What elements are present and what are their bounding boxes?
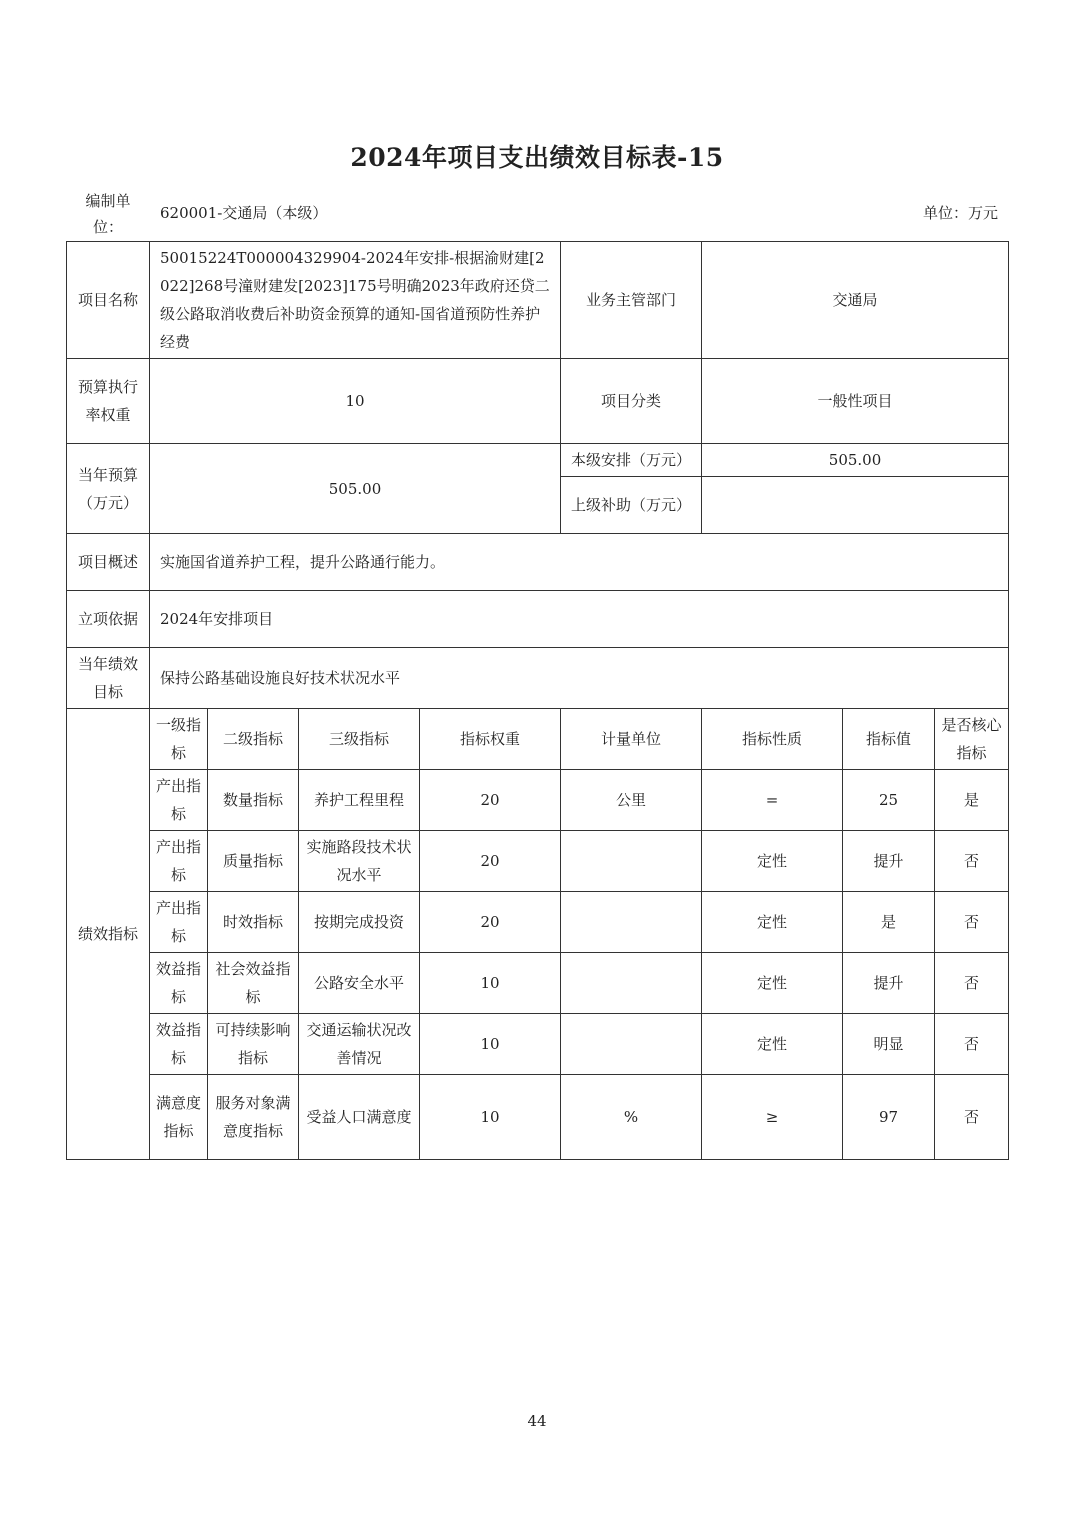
level1-cell: 效益指标 (150, 1014, 208, 1075)
level2-cell: 可持续影响指标 (208, 1014, 299, 1075)
table-row (67, 892, 1009, 953)
value-cell: 提升 (843, 831, 935, 892)
header-unit: 计量单位 (561, 709, 702, 770)
weight-cell: 20 (420, 892, 561, 953)
basis-row (67, 591, 1009, 648)
upper-label: 上级补助（万元） (561, 477, 702, 534)
level2-cell: 服务对象满意度指标 (208, 1075, 299, 1160)
level3-cell: 公路安全水平 (299, 953, 420, 1014)
local-value: 505.00 (702, 444, 1009, 477)
goal-row (67, 648, 1009, 709)
project-name-label: 项目名称 (67, 242, 150, 359)
table-row (67, 770, 1009, 831)
value-cell: 97 (843, 1075, 935, 1160)
performance-target-table (66, 241, 1009, 1160)
category-value: 一般性项目 (702, 359, 1009, 444)
unit-value: 620001-交通局（本级） (160, 204, 328, 222)
category-label: 项目分类 (561, 359, 702, 444)
core-cell: 是 (935, 770, 1009, 831)
basis-value: 2024年安排项目 (150, 591, 1009, 648)
basis-label: 立项依据 (67, 591, 150, 648)
upper-value (702, 477, 1009, 534)
value-cell: 是 (843, 892, 935, 953)
header-nature: 指标性质 (702, 709, 843, 770)
unit-cell (561, 1014, 702, 1075)
weight-row (67, 359, 1009, 444)
project-name-value: 50015224T000004329904-2024年安排-根据渝财建[2022]268号潼财建发[2023]175号明确2023年政府还贷二级公路取消收费后补助资金预算的通知-国省道预防性养护经费 (150, 242, 561, 359)
nature-cell: 定性 (702, 953, 843, 1014)
unit-cell (561, 953, 702, 1014)
weight-cell: 10 (420, 1075, 561, 1160)
header-weight: 指标权重 (420, 709, 561, 770)
level1-cell: 产出指标 (150, 831, 208, 892)
local-label: 本级安排（万元） (561, 444, 702, 477)
nature-cell: = (702, 770, 843, 831)
level1-cell: 产出指标 (150, 892, 208, 953)
weight-cell: 10 (420, 1014, 561, 1075)
budget-row (67, 444, 1009, 477)
overview-label: 项目概述 (67, 534, 150, 591)
header-level3: 三级指标 (299, 709, 420, 770)
unit-cell: 公里 (561, 770, 702, 831)
header-level1: 一级指标 (150, 709, 208, 770)
nature-cell: 定性 (702, 892, 843, 953)
page-title: 2024年项目支出绩效目标表-15 (350, 143, 724, 172)
header-level2: 二级指标 (208, 709, 299, 770)
unit-cell: % (561, 1075, 702, 1160)
goal-value: 保持公路基础设施良好技术状况水平 (150, 648, 1009, 709)
budget-label: 当年预算（万元） (67, 444, 150, 534)
dept-value: 交通局 (702, 242, 1009, 359)
budget-value: 505.00 (150, 444, 561, 534)
table-row (67, 1075, 1009, 1160)
level3-cell: 养护工程里程 (299, 770, 420, 831)
nature-cell: 定性 (702, 831, 843, 892)
weight-cell: 20 (420, 831, 561, 892)
core-cell: 否 (935, 892, 1009, 953)
header-core: 是否核心指标 (935, 709, 1009, 770)
table-row (67, 953, 1009, 1014)
nature-cell: 定性 (702, 1014, 843, 1075)
dept-label: 业务主管部门 (561, 242, 702, 359)
indicator-header-row (67, 709, 1009, 770)
table-row (67, 1014, 1009, 1075)
core-cell: 否 (935, 1014, 1009, 1075)
core-cell: 否 (935, 953, 1009, 1014)
level3-cell: 受益人口满意度 (299, 1075, 420, 1160)
core-cell: 否 (935, 1075, 1009, 1160)
unit-cell (561, 831, 702, 892)
overview-value: 实施国省道养护工程，提升公路通行能力。 (150, 534, 1009, 591)
table-row (67, 831, 1009, 892)
level3-cell: 按期完成投资 (299, 892, 420, 953)
level2-cell: 质量指标 (208, 831, 299, 892)
overview-row (67, 534, 1009, 591)
level2-cell: 社会效益指标 (208, 953, 299, 1014)
weight-cell: 10 (420, 953, 561, 1014)
level3-cell: 实施路段技术状况水平 (299, 831, 420, 892)
value-cell: 明显 (843, 1014, 935, 1075)
header-value: 指标值 (843, 709, 935, 770)
level1-cell: 满意度指标 (150, 1075, 208, 1160)
goal-label: 当年绩效目标 (67, 648, 150, 709)
level3-cell: 交通运输状况改善情况 (299, 1014, 420, 1075)
level2-cell: 时效指标 (208, 892, 299, 953)
level1-cell: 效益指标 (150, 953, 208, 1014)
value-cell: 25 (843, 770, 935, 831)
indicators-section-label: 绩效指标 (67, 709, 150, 1160)
value-cell: 提升 (843, 953, 935, 1014)
weight-cell: 20 (420, 770, 561, 831)
unit-cell (561, 892, 702, 953)
level1-cell: 产出指标 (150, 770, 208, 831)
page-number: 44 (527, 1412, 547, 1430)
level2-cell: 数量指标 (208, 770, 299, 831)
weight-label: 预算执行率权重 (67, 359, 150, 444)
nature-cell: ≥ (702, 1075, 843, 1160)
project-name-row (67, 242, 1009, 359)
currency-note: 单位：万元 (922, 204, 998, 222)
weight-value: 10 (150, 359, 561, 444)
core-cell: 否 (935, 831, 1009, 892)
unit-label: 编制单位： (85, 192, 131, 236)
